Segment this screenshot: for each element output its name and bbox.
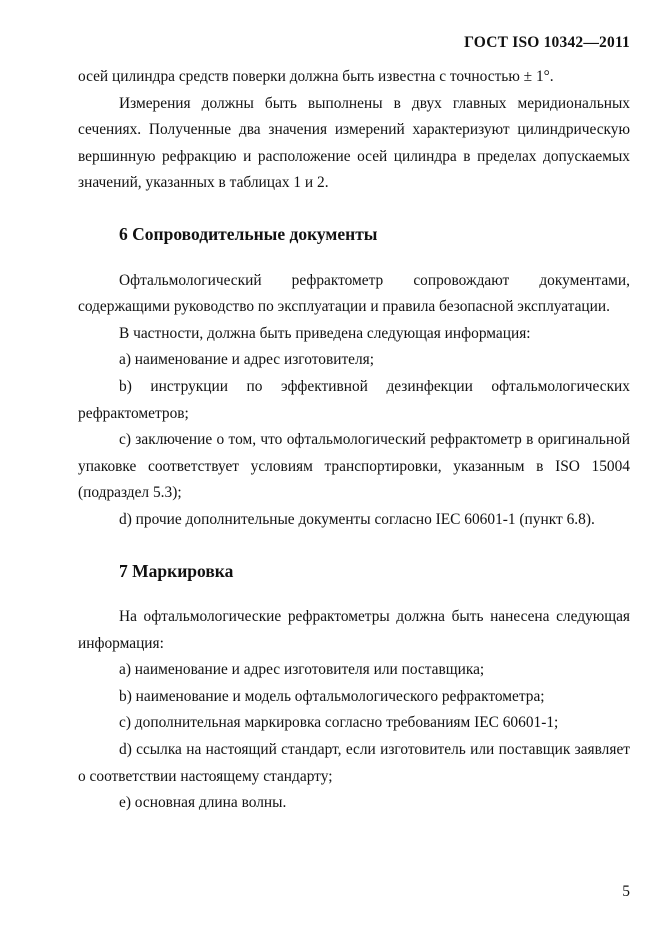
section-6-paragraph-1: Офтальмологический рефрактометр сопровождают документами, содержащими руководство по эксплуатации и правила безопасной эксплуатации. bbox=[78, 271, 630, 316]
section-7-item-a: а) наименование и адрес изготовителя или поставщика; bbox=[119, 661, 485, 679]
intro-paragraph-continued: осей цилиндра средств поверки должна быть известна с точностью ± 1°. bbox=[78, 68, 554, 85]
page-body bbox=[78, 64, 630, 817]
section-6-item-c: c) заключение о том, что офтальмологический рефрактометр в оригинальной упаковке соответствует условиям транспортировки, указанным в ISO 15004 (подраздел 5.3); bbox=[78, 431, 630, 502]
section-7-item-c: c) дополнительная маркировка согласно требованиям IEC 60601-1; bbox=[119, 714, 559, 732]
document-header-code: ГОСТ ISO 10342—2011 bbox=[464, 34, 630, 51]
intro-paragraph-measurements: Измерения должны быть выполнены в двух главных меридиональных сечениях. Полученные два значения измерений характеризуют цилиндрическую вершинную рефракцию и расположение осей цилиндра в пределах допускаемых значений, указанных в таблицах 1 и 2. bbox=[78, 94, 630, 192]
section-6-item-d: d) прочие дополнительные документы согласно IEC 60601-1 (пункт 6.8). bbox=[119, 510, 595, 528]
section-6-item-b: b) инструкции по эффективной дезинфекции офтальмологических рефрактометров; bbox=[78, 377, 630, 422]
section-6-item-a: а) наименование и адрес изготовителя; bbox=[119, 351, 375, 369]
section-7-item-d: d) ссылка на настоящий стандарт, если изготовитель или поставщик заявляет о соответствии настоящему стандарту; bbox=[78, 741, 630, 785]
page-number: 5 bbox=[622, 883, 630, 900]
section-7-item-b: b) наименование и модель офтальмологического рефрактометра; bbox=[119, 687, 545, 705]
section-6-paragraph-2: В частности, должна быть приведена следующая информация: bbox=[119, 324, 531, 342]
section-7-paragraph-1: На офтальмологические рефрактометры должна быть нанесена следующая информация: bbox=[78, 608, 630, 652]
section-7-heading: 7 Маркировка bbox=[119, 560, 234, 581]
section-7-item-e: e) основная длина волны. bbox=[119, 794, 287, 812]
section-6-heading: 6 Сопроводительные документы bbox=[119, 223, 378, 244]
